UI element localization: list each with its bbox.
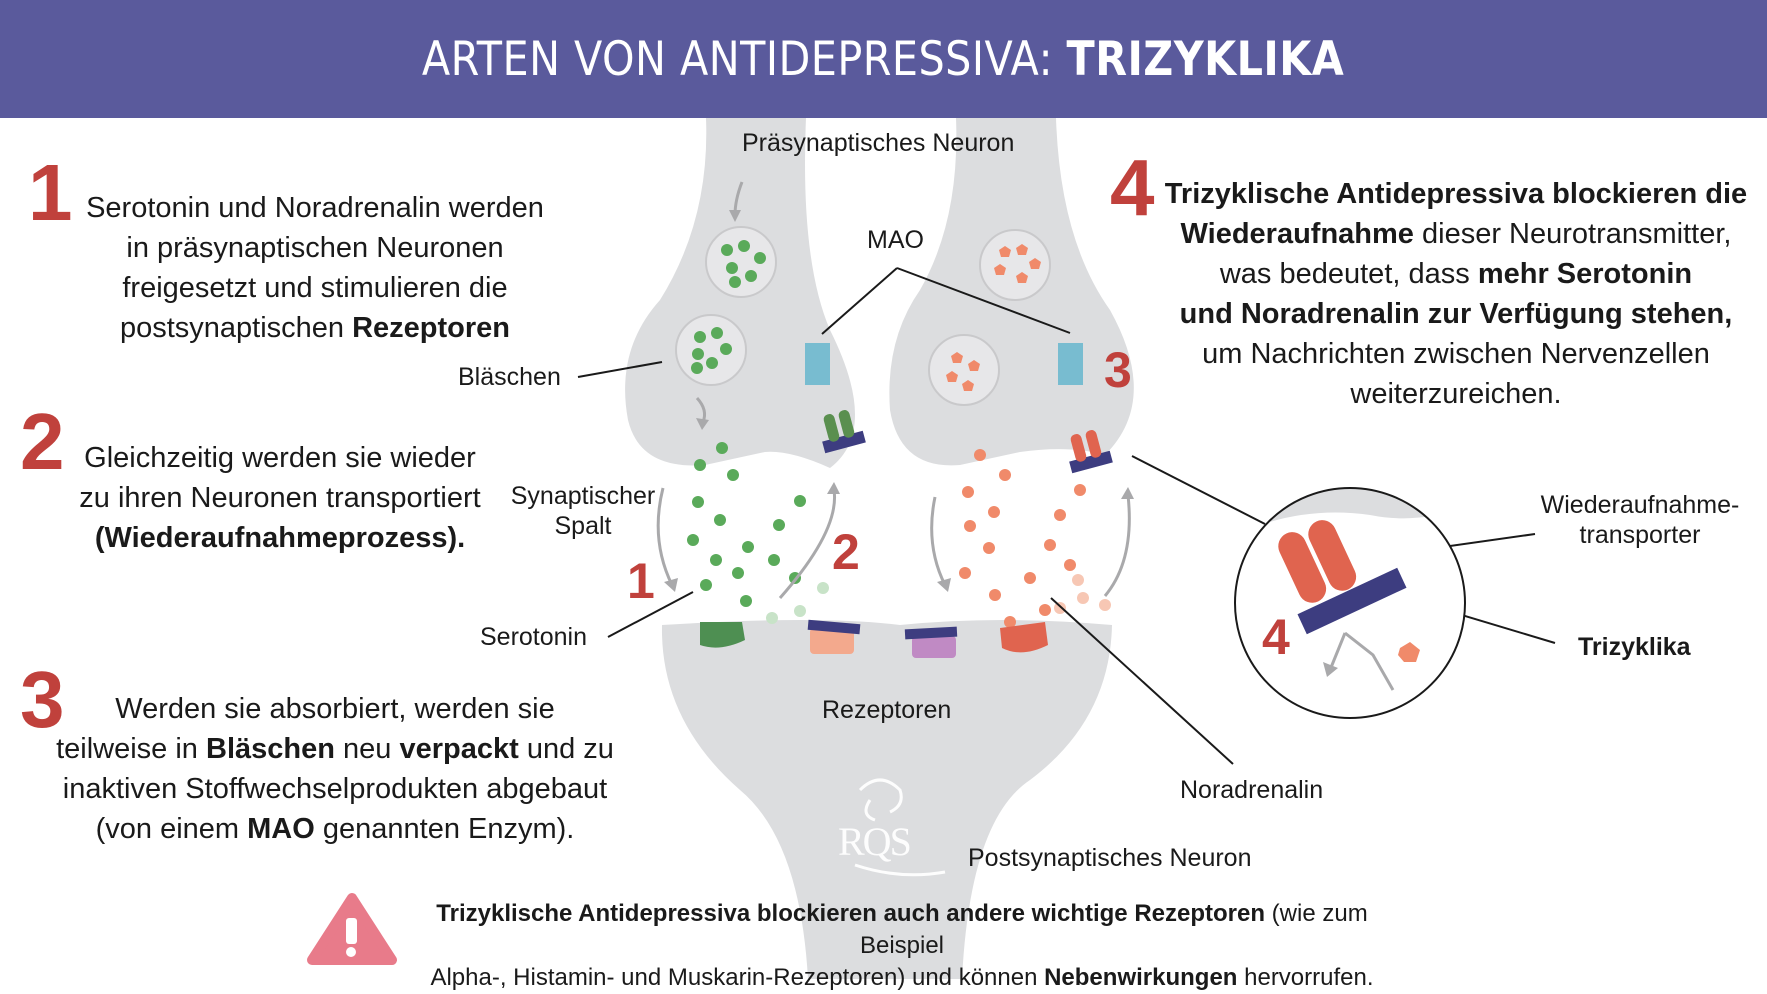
vesicle-orange-bottom <box>929 335 999 405</box>
step-3-line-4: (von einem MAO genannten Enzym). <box>95 813 575 845</box>
receptor-purple <box>912 636 956 658</box>
reuptake-transporter-left <box>822 409 866 453</box>
warning-icon <box>312 898 392 960</box>
step-2-line-1: Gleichzeitig werden sie wieder <box>84 442 476 474</box>
warning-note: Trizyklische Antidepressiva blockieren auch andere wichtige Rezeptoren (wie zum Beispiel Alpha-, Histamin- und Muskarin-Rezeptoren) und können Nebenwirkungen hervorrufen. <box>430 900 1374 991</box>
step-1-line-4-text: postsynaptischen <box>119 312 353 344</box>
step-1-line-3: freigesetzt und stimulieren die <box>122 272 508 304</box>
step-2-bold: (Wiederaufnahmeprozess). <box>94 522 466 554</box>
step-1-line-2: in präsynaptischen Neuronen <box>126 232 504 264</box>
step-4-line-5: um Nachrichten zwischen Nervenzellen <box>1202 338 1710 370</box>
label-synaptic-cleft: Synaptischer Spalt <box>510 482 656 540</box>
diagram-number-2: 2 <box>832 524 860 580</box>
step-1-line-1: Serotonin und Noradrenalin werden <box>86 192 544 224</box>
step-3-line-2: teilweise in Bläschen neu verpackt und zu <box>56 733 614 765</box>
step-2-line-2: zu ihren Neuronen transportiert <box>79 482 481 514</box>
label-receptors: Rezeptoren <box>822 696 952 724</box>
step-number-3: 3 <box>20 655 65 744</box>
vesicle-green-bottom <box>676 315 746 385</box>
label-vesicles: Bläschen <box>458 363 561 391</box>
step-3-line-1: Werden sie absorbiert, werden sie <box>115 693 555 725</box>
title-regular: ARTEN VON ANTIDEPRESSIVA: <box>422 31 1067 87</box>
diagram-number-4: 4 <box>1262 609 1290 665</box>
step-2-text <box>70 438 490 558</box>
serotonin-molecules <box>687 442 806 607</box>
label-mao: MAO <box>867 226 924 254</box>
rqs-logo: RQS <box>838 819 910 864</box>
diagram-number-1: 1 <box>627 553 655 609</box>
label-presynaptic-neuron: Präsynaptisches Neuron <box>742 129 1015 157</box>
step-4-text <box>1160 174 1752 414</box>
label-tricyclics: Trizyklika <box>1578 633 1691 661</box>
step-4-line-6: weiterzureichen. <box>1350 378 1562 410</box>
vesicle-green-top <box>706 227 776 297</box>
step-number-4: 4 <box>1110 143 1155 232</box>
step-4-line-1: Trizyklische Antidepressiva blockieren die <box>1164 178 1748 210</box>
step-3-line-3: inaktiven Stoffwechselprodukten abgebaut <box>62 773 608 805</box>
step-4-line-3: was bedeutet, dass mehr Serotonin <box>1219 258 1693 290</box>
label-reuptake-transporter: Wiederaufnahme- transporter <box>1540 491 1740 549</box>
label-serotonin: Serotonin <box>480 623 588 651</box>
step-1-text <box>80 188 550 348</box>
title-bold: TRIZYKLIKA <box>1066 31 1345 87</box>
step-1-bold: Rezeptoren <box>352 312 511 344</box>
zoom-circle <box>1235 480 1470 718</box>
serotonin-molecules-faded <box>766 582 829 624</box>
noradrenalin-molecules <box>959 449 1086 628</box>
label-noradrenalin: Noradrenalin <box>1180 776 1324 804</box>
vesicle-orange-top <box>980 230 1050 300</box>
step-4-line-4: und Noradrenalin zur Verfügung stehen, <box>1179 298 1733 330</box>
step-4-line-2: Wiederaufnahme dieser Neurotransmitter, <box>1180 218 1732 250</box>
step-number-1: 1 <box>28 148 73 237</box>
label-postsynaptic-neuron: Postsynaptisches Neuron <box>968 844 1252 872</box>
step-number-2: 2 <box>20 397 65 486</box>
mao-enzyme-left <box>805 343 830 385</box>
step-1-line-4 <box>80 308 550 348</box>
mao-enzyme-right <box>1058 343 1083 385</box>
diagram-number-3: 3 <box>1104 342 1132 398</box>
step-3-text <box>45 689 625 849</box>
